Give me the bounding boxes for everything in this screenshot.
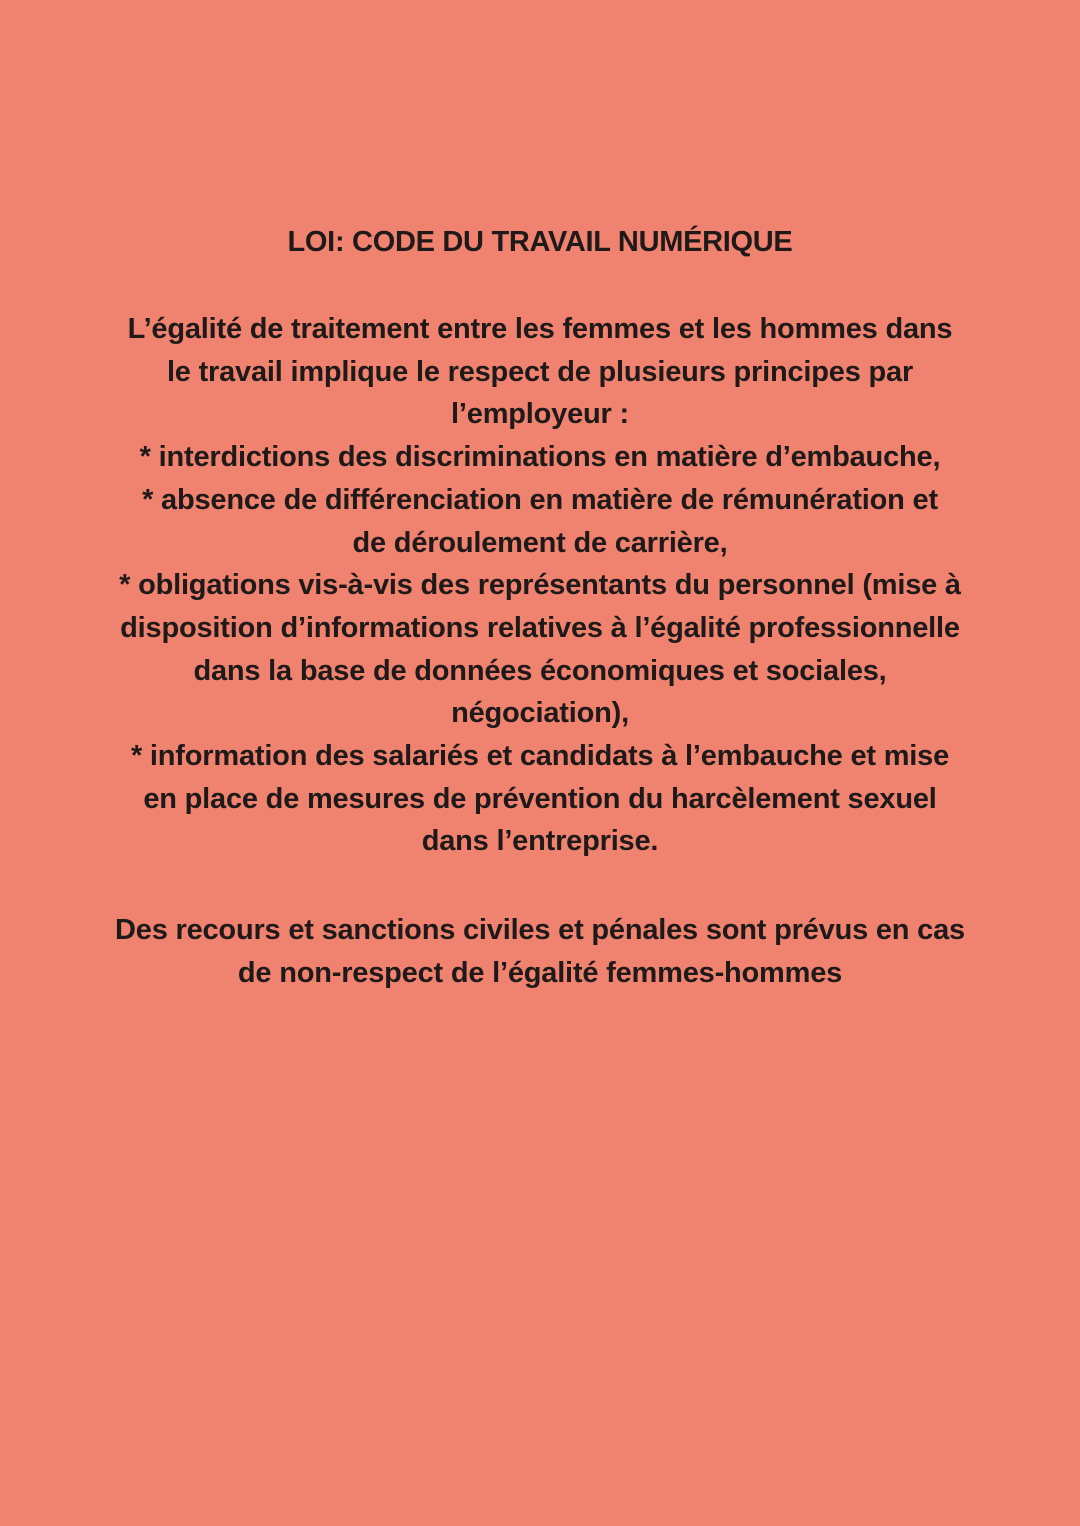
conclusion-spacer: [40, 863, 1040, 909]
principle-item: * information des salariés et candidats à l’embauche et mise en place de mesures de prévention du harcèlement sexuel dans l’entreprise.: [130, 740, 950, 858]
page-title: LOI: CODE DU TRAVAIL NUMÉRIQUE: [287, 226, 793, 258]
principle-item: * interdictions des discriminations en matière d’embauche,: [139, 441, 941, 474]
principles-list: [40, 436, 1040, 863]
principle-item: * obligations vis-à-vis des représentants du personnel (mise à disposition d’informations relatives à l’égalité professionnelle dans la base de données économiques et sociales, négociation),: [119, 569, 961, 730]
intro-paragraph: L’égalité de traitement entre les femmes et les hommes dans le travail implique le respect de plusieurs principes par l’employeur :: [127, 313, 953, 431]
principle-item: * absence de différenciation en matière de rémunération et de déroulement de carrière,: [142, 483, 938, 559]
title-spacer: [40, 262, 1040, 308]
conclusion-paragraph: Des recours et sanctions civiles et pénales sont prévus en cas de non-respect de l’égalité femmes-hommes: [115, 914, 965, 989]
